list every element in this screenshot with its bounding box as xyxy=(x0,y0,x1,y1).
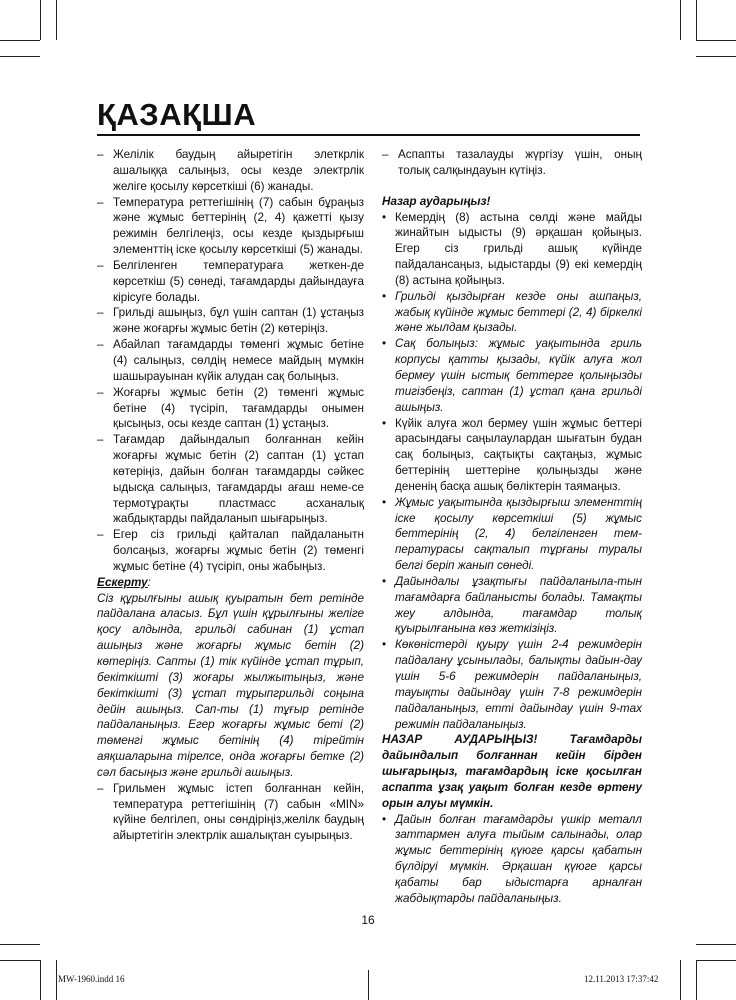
heading-rule xyxy=(97,134,640,136)
bullet-item: • Жұмыс уақытында қыздырғыш элементтің іске қосылу көрсеткіші (5) жұмыс беттерінің (2, 4) белгіленген тем-пературасы сақталып тұрғаны туралы белгі беріп жанып сөнеді. xyxy=(382,495,642,574)
crop-mark xyxy=(0,960,40,961)
crop-mark xyxy=(680,960,681,1000)
list-item: – Абайлап тағамдарды төменгі жұмыс бетіне (4) салыңыз, сөлдің немесе майдың мүмкін шашырауынан күйік алудан сақ болыңыз. xyxy=(97,337,364,385)
note-colon: : xyxy=(147,575,151,589)
crop-mark xyxy=(696,0,697,40)
crop-mark xyxy=(696,960,697,1000)
page-title: ҚАЗАҚША xyxy=(97,97,257,132)
warning-text: НАЗАР АУДАРЫҢЫЗ! Тағамдарды дайындалып болғаннан кейін бірден шығарыңыз, тағамдардың іске қосылған аспапта ұзақ уақыт болған кезде өртену орын алуы мүмкін. xyxy=(382,733,642,810)
note-label: Ескерту xyxy=(97,575,148,589)
page-number: 16 xyxy=(361,913,375,927)
bullet-item: • Сақ болыңыз: жұмыс уақытында гриль корпусы қатты қызады, күйік алуға жол бермеу үшін ыстық беттерге қолыңызды тигізбеңіз, саптан (1) ұстап қана грильді ашыңыз. xyxy=(382,336,642,415)
bullet-item: • Кемердің (8) астына сөлді және майды жинайтын ыдысты (9) әрқашан қойыңыз. Егер сіз грильді ашық күйінде пайдалансаңыз, ыдыстарды (9) екі кемердің (8) астына қойыңыз. xyxy=(382,210,642,289)
slug-timestamp: 12.11.2013 17:37:42 xyxy=(584,974,659,984)
crop-mark xyxy=(56,960,57,1000)
crop-mark xyxy=(40,0,41,40)
list-item: – Жоғарғы жұмыс бетін (2) төменгі жұмыс бетіне (4) түсіріп, тағамдарды онымен қысыңыз, осы кезде саптан (1) ұстаңыз. xyxy=(97,385,364,433)
list-item: – Желілік баудың айыретігін элеткрлік ашалыққа салыңыз, осы кезде электрлік желіге қосылу көрсеткіші (6) жанады. xyxy=(97,147,364,195)
list-item: – Белгіленген температураға жеткен-де көрсеткіш (5) сөнеді, тағамдарды дайындауға кірісуге болады. xyxy=(97,258,364,306)
crop-mark xyxy=(696,960,736,961)
slug-filename: MW-1960.indd 16 xyxy=(58,974,125,984)
bullet-item: • Күйік алуға жол бермеу үшін жұмыс беттері арасындағы саңылаулардан шығатын будан сақ болыңыз, сақтықты сақтаңыз, жұмыс беттерінің шеттеріне қолыңызды және дененің басқа ашық бөліктерін таямаңыз. xyxy=(382,416,642,495)
crop-mark xyxy=(0,40,40,41)
crop-mark xyxy=(368,970,369,1000)
attention-heading: Назар аударыңыз! xyxy=(382,194,491,208)
crop-mark xyxy=(0,944,40,945)
list-item: – Егер сіз грильді қайталап пайдаланытн болсаңыз, жоғарғы жұмыс бетін (2) төменгі жұмыс бетіне (4) түсіріп, оны жабыңыз. xyxy=(97,527,364,575)
right-column xyxy=(382,147,642,907)
crop-mark xyxy=(0,56,40,57)
crop-mark xyxy=(696,56,736,57)
crop-mark xyxy=(56,0,57,40)
crop-mark xyxy=(680,0,681,40)
bullet-item: • Дайын болған тағамдарды үшкір металл заттармен алуға тыйым салынады, олар жұмыс беттерінің қүюге қарсы қабатын бүлдіруі мүмкін. Әрқашан қүюге қарсы қабаты бар ыдыстарға арналған жабдықтарды пайдаланыңыз. xyxy=(382,812,642,907)
bullet-item: • Көкөністерді қуыру үшін 2-4 режимдерін пайдалану ұсынылады, балықты дайын-дау үшін 5-6 режимдерін пайдаланыңыз, тауықты дайындау үшін 7-8 режимдерін пайдаланыңыз, етті дайындау үшін 9-max режимін пайдаланыңыз. xyxy=(382,637,642,732)
bullet-item: • Дайындалы ұзақтығы пайдаланыла-тын тағамдарға байланысты болады. Тамақты жеу алдында, тағамдар толық қуырылғанына көз жеткізіңіз. xyxy=(382,574,642,637)
crop-mark xyxy=(696,944,736,945)
list-item: – Температура реттегішінің (7) сабын бұраңыз және жұмыс беттерінің (2, 4) қажетті қызу режимін белгілеңіз, осы кезде қыздырғыш элементтің іске қосылу көрсеткіші (5) жанады. xyxy=(97,195,364,258)
left-column xyxy=(97,147,364,844)
list-item: – Грильді ашыңыз, бұл үшін саптан (1) ұстаңыз және жоғарғы жұмыс бетін (2) көтеріңіз. xyxy=(97,305,364,337)
list-item: – Грильмен жұмыс істеп болғаннан кейін, температура реттегішінің (7) сабын «MIN» күйіне белгілеп, оны сөндіріңіз,желілк баудың айыртетігін электрлік ашалықтан суырыңыз. xyxy=(97,781,364,844)
list-item: – Тағамдар дайындалып болғаннан кейін жоғарғы жұмыс бетін (2) саптан (1) ұстап көтеріңіз, дайын болған тағамдарды сәйкес ыдысқа салыңыз, тағамдарды ағаш неме-се термотұрақты пластмасс асханалық жабдықтарды пайдаланып шығарыңыз. xyxy=(97,432,364,527)
crop-mark xyxy=(696,40,736,41)
bullet-item: • Грильді қыздырған кезде оны ашпаңыз, жабық күйінде жұмыс беттері (2, 4) біркелкі және жылдам қызады. xyxy=(382,289,642,337)
note-text: Сіз құрылғыны ашық қуыратын бет ретінде пайдалана аласыз. Бұл үшін құрылғыны желіге қосу алдында, грильді сабинан (1) ұстап ашыңыз және жоғарғы жұмыс бетін (2) көтеріңіз. Сапты (1) тік күйінде ұстап тұрып, бекіткішті (3) жоғары жылжытыңыз, және бекіткішті (3) ұстап тұрыпгрильді соңына дейін ашыңыз. Сап-ты (1) тұғыр ретінде пайдаланыңыз. Егер жоғарғы жұмыс беті (2) төменгі жұмыс бетінің (4) тірейтін аяқшаларына тірелсе, онда жоғарғы бетке (2) сәл басыңыз және грильді ашыңыз. xyxy=(97,591,364,779)
list-item: – Аспапты тазалауды жүргізу үшін, оның толық салқындауын күтіңіз. xyxy=(382,147,642,179)
note-heading xyxy=(97,575,364,591)
crop-mark xyxy=(40,960,41,1000)
